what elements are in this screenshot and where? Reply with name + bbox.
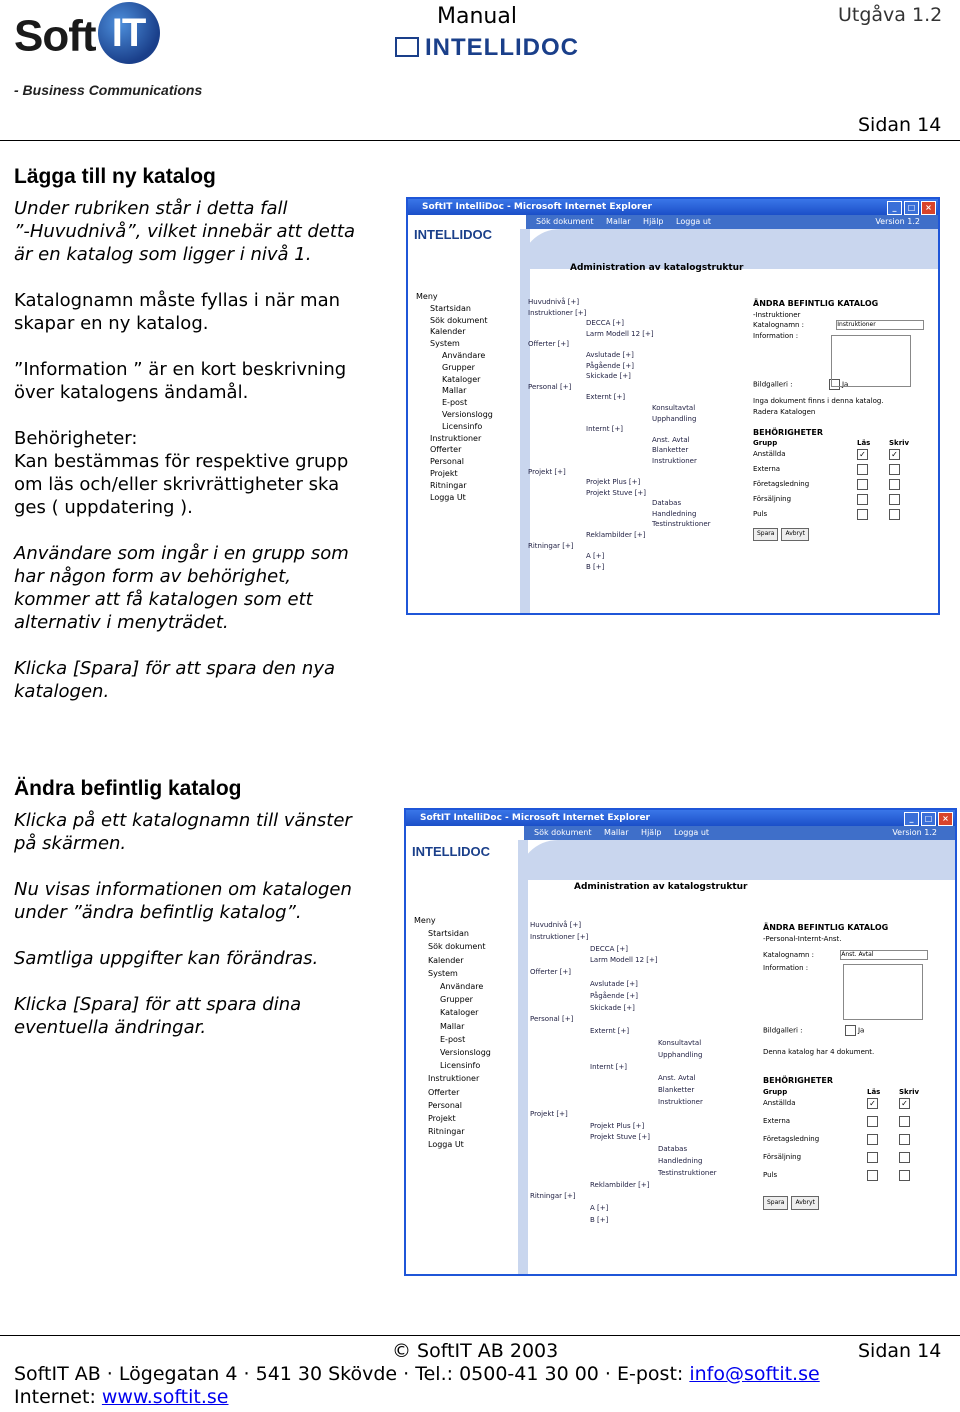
write-checkbox[interactable] <box>889 509 900 520</box>
catalog-link[interactable]: Instruktioner [+] <box>530 932 589 941</box>
tree-item[interactable]: Versionslogg <box>442 409 493 419</box>
catalog-link[interactable]: Konsultavtal <box>658 1038 702 1047</box>
catalog-link[interactable]: Projekt [+] <box>528 467 566 476</box>
tree-item[interactable]: Licensinfo <box>440 1061 481 1071</box>
write-checkbox[interactable] <box>899 1116 910 1127</box>
permissions-title: BEHÖRIGHETER <box>763 1076 834 1086</box>
cancel-button[interactable]: Avbryt <box>781 528 808 541</box>
folder-icon <box>395 37 419 57</box>
edit-under: -Instruktioner <box>753 310 801 319</box>
read-checkbox[interactable] <box>867 1170 878 1181</box>
catalog-link[interactable]: Blanketter <box>652 446 689 455</box>
write-checkbox[interactable]: ✓ <box>899 1098 910 1109</box>
minimize-icon[interactable]: _ <box>904 812 919 826</box>
softit-logo <box>14 8 160 70</box>
tree-item[interactable]: Grupper <box>440 995 473 1005</box>
gallery-ja: Ja <box>857 1026 865 1035</box>
tree-item-system[interactable]: System <box>428 968 458 978</box>
maximize-icon[interactable]: □ <box>921 812 936 826</box>
nav-sok-dokument[interactable]: Sök dokument <box>534 828 592 837</box>
catalog-link[interactable]: A [+] <box>586 552 605 561</box>
catalog-link[interactable]: Avslutade [+] <box>590 979 638 988</box>
catalog-link[interactable]: Handledning <box>658 1156 703 1165</box>
tree-item-system[interactable]: System <box>430 339 460 349</box>
catalog-link[interactable]: B [+] <box>590 1215 609 1224</box>
catalog-link[interactable]: Avslutade [+] <box>586 350 634 359</box>
tree-item[interactable]: Kataloger <box>442 374 481 384</box>
tree-item[interactable]: Startsidan <box>428 929 469 939</box>
tree-item[interactable]: Kalender <box>428 955 464 965</box>
footer-address <box>14 1363 820 1385</box>
section1-para: ”Information ” är en kort beskrivning över katalogens ändamål. <box>14 359 347 403</box>
gallery-checkbox[interactable] <box>845 1025 856 1036</box>
col-group: Grupp <box>763 1088 788 1097</box>
section1-title: Lägga till ny katalog <box>14 165 216 188</box>
catalog-link[interactable]: DECCA [+] <box>586 319 624 328</box>
window-titlebar <box>406 810 955 826</box>
app-navbar <box>524 826 955 840</box>
tree-item[interactable]: Grupper <box>442 362 475 372</box>
section2-title: Ändra befintlig katalog <box>14 777 242 800</box>
catalog-link[interactable]: Projekt Stuve [+] <box>586 488 647 497</box>
catalog-link[interactable]: Databas <box>658 1145 688 1154</box>
information-textarea[interactable] <box>843 964 923 1020</box>
header-curve <box>518 840 955 880</box>
footer-divider <box>0 1335 960 1336</box>
catalog-link[interactable]: Handledning <box>652 509 697 518</box>
label-name: Katalognamn : <box>763 950 815 959</box>
catalog-link[interactable]: A [+] <box>590 1204 609 1213</box>
web-label: Internet: <box>14 1386 102 1408</box>
read-checkbox[interactable]: ✓ <box>867 1098 878 1109</box>
read-checkbox[interactable] <box>857 464 868 475</box>
catalog-link[interactable]: Blanketter <box>658 1086 695 1095</box>
tree-root[interactable]: Meny <box>416 292 438 301</box>
tree-item[interactable]: Personal <box>430 457 465 467</box>
header-version: Utgåva 1.2 <box>838 4 943 26</box>
footer-copyright: © SoftIT AB 2003 <box>392 1340 559 1362</box>
footer-web <box>14 1386 229 1408</box>
tree-item[interactable]: Projekt <box>430 468 458 478</box>
delete-catalog-link[interactable]: Radera Katalogen <box>753 408 816 417</box>
information-textarea[interactable] <box>831 335 911 387</box>
nav-mallar[interactable]: Mallar <box>606 217 631 226</box>
group-label: Externa <box>763 1117 791 1126</box>
product-name: INTELLIDOC <box>425 34 579 61</box>
section1-para: Behörigheter: Kan bestämmas för respektive grupp om läs och/eller skrivrättigheter ska ges ( uppdatering ). <box>14 428 349 518</box>
read-checkbox[interactable] <box>867 1152 878 1163</box>
tree-item[interactable]: Kataloger <box>440 1008 479 1018</box>
group-label: Anställda <box>763 1099 796 1108</box>
edit-title: ÄNDRA BEFINTLIG KATALOG <box>753 299 879 308</box>
group-label: Puls <box>763 1171 778 1180</box>
tree-item[interactable]: Användare <box>440 982 484 992</box>
catalog-link[interactable]: Personal [+] <box>530 1015 574 1024</box>
tree-item[interactable]: E-post <box>442 398 468 408</box>
header-manual: Manual <box>437 4 517 29</box>
doc-note: Inga dokument finns i denna katalog. <box>753 397 884 406</box>
group-label: Puls <box>753 510 768 519</box>
nav-sok-dokument[interactable]: Sök dokument <box>536 217 594 226</box>
inner-logo: INTELLIDOC <box>412 844 490 859</box>
catalog-link[interactable]: Huvudnivå [+] <box>530 921 582 929</box>
footer-page-number: Sidan 14 <box>858 1340 942 1362</box>
catalog-link[interactable]: Konsultavtal <box>652 403 696 412</box>
maximize-icon[interactable]: □ <box>904 201 919 215</box>
catalog-link[interactable]: Anst. Avtal <box>652 435 690 444</box>
catalog-name-input[interactable]: Anst. Avtal <box>840 950 928 960</box>
tree-item[interactable]: Sök dokument <box>428 942 486 952</box>
write-checkbox[interactable] <box>889 464 900 475</box>
tree-item[interactable]: E-post <box>440 1034 466 1044</box>
menu-tree <box>416 291 493 503</box>
permissions-title: BEHÖRIGHETER <box>753 427 824 437</box>
gallery-ja: Ja <box>841 380 849 389</box>
catalog-link[interactable]: Skickade [+] <box>586 372 631 381</box>
screenshot-add-catalog <box>406 197 940 615</box>
catalog-link[interactable]: DECCA [+] <box>590 944 628 953</box>
nav-mallar[interactable]: Mallar <box>604 828 629 837</box>
nav-logga-ut[interactable]: Logga ut <box>676 217 712 226</box>
inner-logo: INTELLIDOC <box>414 227 492 242</box>
admin-title: Administration av katalogstruktur <box>574 882 748 892</box>
edit-under: -Personal-Internt-Anst. <box>763 934 842 943</box>
tree-item[interactable]: Sök dokument <box>430 315 488 325</box>
tree-root[interactable]: Meny <box>414 916 436 925</box>
section1-para: Användare som ingår i en grupp som har någon form av behörighet, kommer att få katalogen som ett alternativ i menyträdet. <box>14 543 349 633</box>
catalog-link[interactable]: Projekt Stuve [+] <box>590 1133 651 1142</box>
group-label: Försäljning <box>753 495 792 504</box>
catalog-link[interactable]: Upphandling <box>652 414 697 423</box>
tree-item[interactable]: Kalender <box>430 327 466 337</box>
catalog-link[interactable]: Reklambilder [+] <box>586 531 646 540</box>
catalog-link[interactable]: Larm Modell 12 [+] <box>586 329 654 338</box>
col-write: Skriv <box>899 1088 920 1097</box>
side-band <box>518 840 528 1274</box>
screenshot-edit-catalog <box>404 808 957 1276</box>
catalog-link[interactable]: Ritningar [+] <box>528 541 574 550</box>
catalog-link[interactable]: Pågående [+] <box>590 991 638 1000</box>
group-label: Företagsledning <box>763 1135 820 1144</box>
tree-item[interactable]: Licensinfo <box>442 421 483 431</box>
tree-item[interactable]: Personal <box>428 1100 463 1110</box>
website-link[interactable]: www.softit.se <box>101 1386 229 1408</box>
label-info: Information : <box>763 964 809 973</box>
header-divider <box>0 140 960 141</box>
doc-note: Denna katalog har 4 dokument. <box>763 1048 875 1057</box>
tree-item[interactable]: Offerter <box>428 1087 460 1097</box>
section2-para: Nu visas informationen om katalogen under ”ändra befintlig katalog”. <box>14 879 352 923</box>
logo-subtitle: - Business Communications <box>14 82 203 98</box>
section2-para: Klicka [Spara] för att spara dina eventuella ändringar. <box>14 994 302 1038</box>
close-icon[interactable]: × <box>921 201 936 215</box>
group-label: Försäljning <box>763 1153 802 1162</box>
read-checkbox[interactable] <box>857 494 868 505</box>
nav-hjalp[interactable]: Hjälp <box>641 828 662 837</box>
read-checkbox[interactable] <box>857 509 868 520</box>
save-button[interactable]: Spara <box>753 528 778 541</box>
col-read: Läs <box>857 439 871 448</box>
edit-panel <box>763 922 951 1210</box>
tree-item[interactable]: Mallar <box>442 386 467 396</box>
label-info: Information : <box>753 331 799 340</box>
group-label: Externa <box>753 465 781 474</box>
write-checkbox[interactable]: ✓ <box>889 449 900 460</box>
group-label: Anställda <box>753 450 786 459</box>
tree-item[interactable]: Mallar <box>440 1021 465 1031</box>
menu-tree <box>414 914 491 1152</box>
catalog-link[interactable]: Offerter [+] <box>528 340 569 349</box>
catalog-link[interactable]: Huvudnivå [+] <box>528 298 580 306</box>
read-checkbox[interactable] <box>857 479 868 490</box>
catalog-link[interactable]: Testinstruktioner <box>652 520 711 529</box>
read-checkbox[interactable] <box>867 1134 878 1145</box>
catalog-link[interactable]: Databas <box>652 499 682 508</box>
address-text: SoftIT AB · Lögegatan 4 · 541 30 Skövde · Tel.: 0500-41 30 00 · E-post: <box>14 1363 690 1385</box>
catalog-link[interactable]: Upphandling <box>658 1050 703 1059</box>
logo-text: Soft <box>14 11 96 61</box>
catalog-link[interactable]: Personal [+] <box>528 382 572 391</box>
app-navbar <box>526 215 938 229</box>
write-checkbox[interactable] <box>889 479 900 490</box>
window-title: SoftIT IntelliDoc - Microsoft Internet Explorer <box>422 202 652 212</box>
catalog-link[interactable]: Instruktioner <box>652 456 697 465</box>
header-page-number: Sidan 14 <box>858 114 942 136</box>
nav-hjalp[interactable]: Hjälp <box>643 217 664 226</box>
catalog-name-input[interactable]: Instruktioner <box>836 320 924 330</box>
catalog-link[interactable]: Instruktioner <box>658 1097 703 1106</box>
catalog-list <box>530 920 717 1227</box>
catalog-link[interactable]: Projekt Plus [+] <box>586 478 641 487</box>
tree-item[interactable]: Logga Ut <box>428 1140 464 1150</box>
catalog-link[interactable]: Pågående [+] <box>586 361 634 370</box>
catalog-link[interactable]: Projekt Plus [+] <box>590 1121 645 1130</box>
label-pics: Bildgalleri : <box>753 380 793 389</box>
catalog-link[interactable]: Reklambilder [+] <box>590 1180 650 1189</box>
section2-para: Samtliga uppgifter kan förändras. <box>14 948 319 969</box>
catalog-link[interactable]: Ritningar [+] <box>530 1192 576 1201</box>
col-read: Läs <box>867 1088 881 1097</box>
label-name: Katalognamn : <box>753 321 805 330</box>
group-label: Företagsledning <box>753 480 810 489</box>
read-checkbox[interactable]: ✓ <box>857 449 868 460</box>
col-write: Skriv <box>889 439 910 448</box>
write-checkbox[interactable] <box>899 1134 910 1145</box>
tree-item[interactable]: Användare <box>442 350 486 360</box>
window-title: SoftIT IntelliDoc - Microsoft Internet Explorer <box>420 813 650 823</box>
write-checkbox[interactable] <box>889 494 900 505</box>
window-titlebar <box>408 199 938 215</box>
tree-item[interactable]: Ritningar <box>428 1127 465 1137</box>
close-icon[interactable]: × <box>938 812 953 826</box>
edit-panel <box>753 299 935 541</box>
read-checkbox[interactable] <box>867 1116 878 1127</box>
save-button[interactable]: Spara <box>763 1196 788 1210</box>
product-logo <box>395 34 579 62</box>
catalog-link[interactable]: Offerter [+] <box>530 968 571 977</box>
catalog-link[interactable]: Externt [+] <box>586 393 626 402</box>
tree-item[interactable]: Startsidan <box>430 303 471 313</box>
label-pics: Bildgalleri : <box>763 1026 803 1035</box>
tree-item[interactable]: Logga Ut <box>430 492 466 502</box>
section1-para: Klicka [Spara] för att spara den nya katalogen. <box>14 658 336 702</box>
catalog-link[interactable]: Internt [+] <box>586 425 624 434</box>
section1-para: Under rubriken står i detta fall ”-Huvudnivå”, vilket innebär att detta är en katalog som ligger i nivå 1. <box>14 198 356 265</box>
email-link[interactable]: info@softit.se <box>689 1363 820 1385</box>
catalog-link[interactable]: Internt [+] <box>590 1062 628 1071</box>
tree-item[interactable]: Instruktioner <box>428 1074 480 1084</box>
cancel-button[interactable]: Avbryt <box>791 1196 818 1210</box>
tree-item[interactable]: Versionslogg <box>440 1048 491 1058</box>
admin-title: Administration av katalogstruktur <box>570 263 744 273</box>
globe-logo-icon: IT <box>98 2 160 64</box>
section2-para: Klicka på ett katalognamn till vänster på skärmen. <box>14 810 352 854</box>
tree-item[interactable]: Ritningar <box>430 480 467 490</box>
section1-para: Katalognamn måste fyllas i när man skapar en ny katalog. <box>14 290 341 334</box>
nav-logga-ut[interactable]: Logga ut <box>674 828 710 837</box>
catalog-link[interactable]: Larm Modell 12 [+] <box>590 956 658 965</box>
catalog-link[interactable]: B [+] <box>586 562 605 571</box>
catalog-list <box>528 297 711 572</box>
app-version: Version 1.2 <box>892 828 937 837</box>
catalog-link[interactable]: Instruktioner [+] <box>528 308 587 317</box>
tree-item[interactable]: Projekt <box>428 1114 456 1124</box>
tree-item[interactable]: Offerter <box>430 445 462 455</box>
catalog-link[interactable]: Externt [+] <box>590 1027 630 1036</box>
catalog-link[interactable]: Projekt [+] <box>530 1109 568 1118</box>
app-version: Version 1.2 <box>875 217 920 226</box>
write-checkbox[interactable] <box>899 1170 910 1181</box>
tree-item[interactable]: Instruktioner <box>430 433 482 443</box>
catalog-link[interactable]: Skickade [+] <box>590 1003 635 1012</box>
write-checkbox[interactable] <box>899 1152 910 1163</box>
minimize-icon[interactable]: _ <box>887 201 902 215</box>
col-group: Grupp <box>753 439 778 448</box>
catalog-link[interactable]: Anst. Avtal <box>658 1074 696 1083</box>
catalog-link[interactable]: Testinstruktioner <box>658 1168 717 1177</box>
edit-title: ÄNDRA BEFINTLIG KATALOG <box>763 923 889 932</box>
